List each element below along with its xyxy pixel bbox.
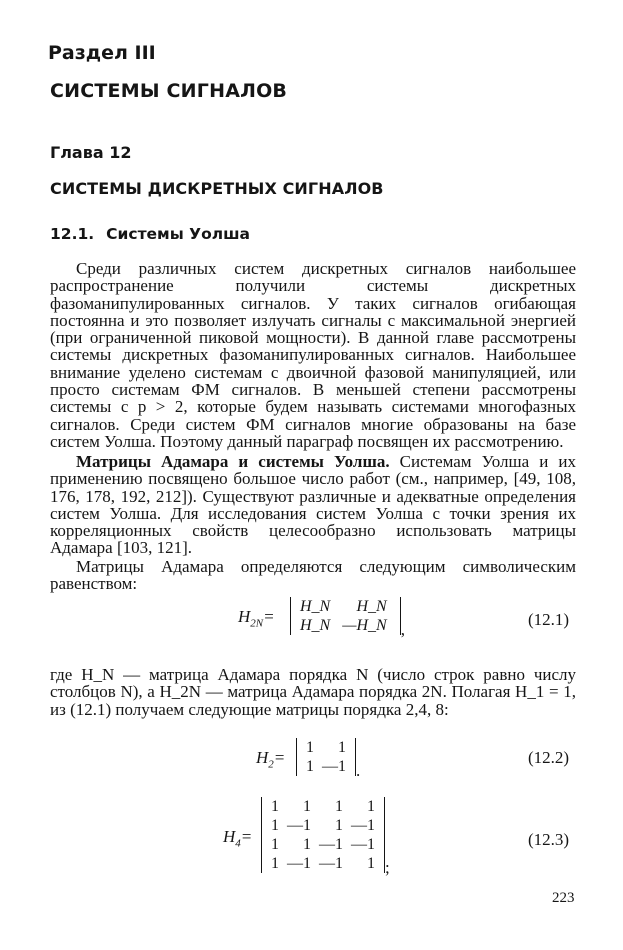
matrix-cell: 1 — [271, 855, 279, 872]
matrix-cell: 1 — [306, 739, 314, 756]
part-title: СИСТЕМЫ СИГНАЛОВ — [50, 80, 288, 102]
subsection-heading — [50, 225, 250, 243]
equation-lhs: $H_4=$ — [223, 827, 253, 850]
matrix-block — [261, 797, 385, 873]
matrix-cell: H_N — [356, 598, 387, 615]
paragraph-text: Среди различных систем дискретных сигналов наибольшее распространение получили системы дискретных фазоманипулированных сигналов. У таких сигналов огибающая постоянна и это позволяет излучать сигналы с максимальной энергией (при ограниченной пиковой мощности). В данной главе рассмотрены системы дискретных фазоманипулированных сигналов. Наибольшее внимание уделено системам с двоичной фазовой манипуляцией, или просто системам ФМ сигналов. В меньшей степени рассмотрены системы с p > 2, которые будем называть системами многофазных сигналов. Среди систем ФМ сигналов многие образованы на базе систем Уолша. Поэтому данный параграф посвящен их рассмотрению. — [50, 259, 576, 451]
equation-12-1 — [238, 597, 405, 640]
matrix-cell: 1 — [303, 798, 311, 815]
matrix-cell: —1 — [287, 855, 311, 872]
equation-12-3 — [223, 797, 390, 878]
paragraph-hadamard — [50, 453, 576, 557]
matrix-cell: —1 — [351, 836, 375, 853]
matrix-cell: —H_N — [342, 617, 387, 634]
equation-12-2 — [256, 738, 360, 781]
matrix-cell: 1 — [271, 836, 279, 853]
paragraph-text — [50, 453, 576, 557]
matrix-cell: —1 — [322, 758, 346, 775]
matrix-cell: 1 — [335, 817, 343, 834]
subsection-title: Системы Уолша — [106, 225, 251, 243]
matrix-cell: 1 — [335, 798, 343, 815]
equation-number: (12.2) — [528, 748, 570, 767]
matrix-cell: H_N — [300, 617, 331, 634]
paragraph-definition — [50, 558, 576, 593]
paragraph-text: Матрицы Адамара определяются следующим символическим равенством: — [50, 557, 576, 594]
matrix-cell: 1 — [338, 739, 346, 756]
matrix-cell: 1 — [367, 855, 375, 872]
matrix-cell: —1 — [351, 817, 375, 834]
matrix-cell: —1 — [287, 817, 311, 834]
matrix-cell: H_N — [300, 598, 331, 615]
paragraph-intro — [50, 260, 576, 450]
matrix-cell: 1 — [367, 798, 375, 815]
equation-lhs: $H_2=$ — [256, 748, 286, 771]
chapter-label: Глава 12 — [50, 143, 132, 162]
matrix-cell: 1 — [303, 836, 311, 853]
equation-punctuation: ; — [385, 858, 390, 877]
paragraph-lead: Матрицы Адамара и системы Уолша. — [76, 452, 390, 471]
matrix-cell: 1 — [271, 817, 279, 834]
section-label: Раздел III — [48, 42, 156, 64]
subsection-number: 12.1. — [50, 225, 95, 243]
paragraph-where — [50, 666, 576, 718]
equation-punctuation: , — [400, 620, 405, 639]
matrix-cell: —1 — [319, 836, 343, 853]
equation-punctuation: . — [356, 761, 361, 780]
equation-number: (12.1) — [528, 610, 570, 629]
matrix-block — [290, 597, 401, 635]
matrix-cell: 1 — [271, 798, 279, 815]
equation-lhs: $H_{2N}=$ — [238, 607, 275, 630]
chapter-title: СИСТЕМЫ ДИСКРЕТНЫХ СИГНАЛОВ — [50, 179, 384, 198]
matrix-cell: 1 — [306, 758, 314, 775]
page-number: 223 — [552, 890, 575, 906]
paragraph-body: Системам Уолша и их применению посвящено большое число работ (см., например, [49, 108, 176, 178, 192, 212]). Существуют различные и адекватные определения систем Уолша. Для исследования систем Уолша с точки зрения их корреляционных свойств целесообразно использовать матрицы Адамара [103, 121]. — [50, 452, 576, 558]
matrix-cell: —1 — [319, 855, 343, 872]
matrix-block — [296, 738, 356, 776]
equation-number: (12.3) — [528, 830, 570, 849]
paragraph-text: где H_N — матрица Адамара порядка N (число строк равно числу столбцов N), а H_2N — матрица Адамара порядка 2N. Полагая H_1 = 1, из (12.1) получаем следующие матрицы порядка 2,4, 8: — [50, 665, 576, 719]
